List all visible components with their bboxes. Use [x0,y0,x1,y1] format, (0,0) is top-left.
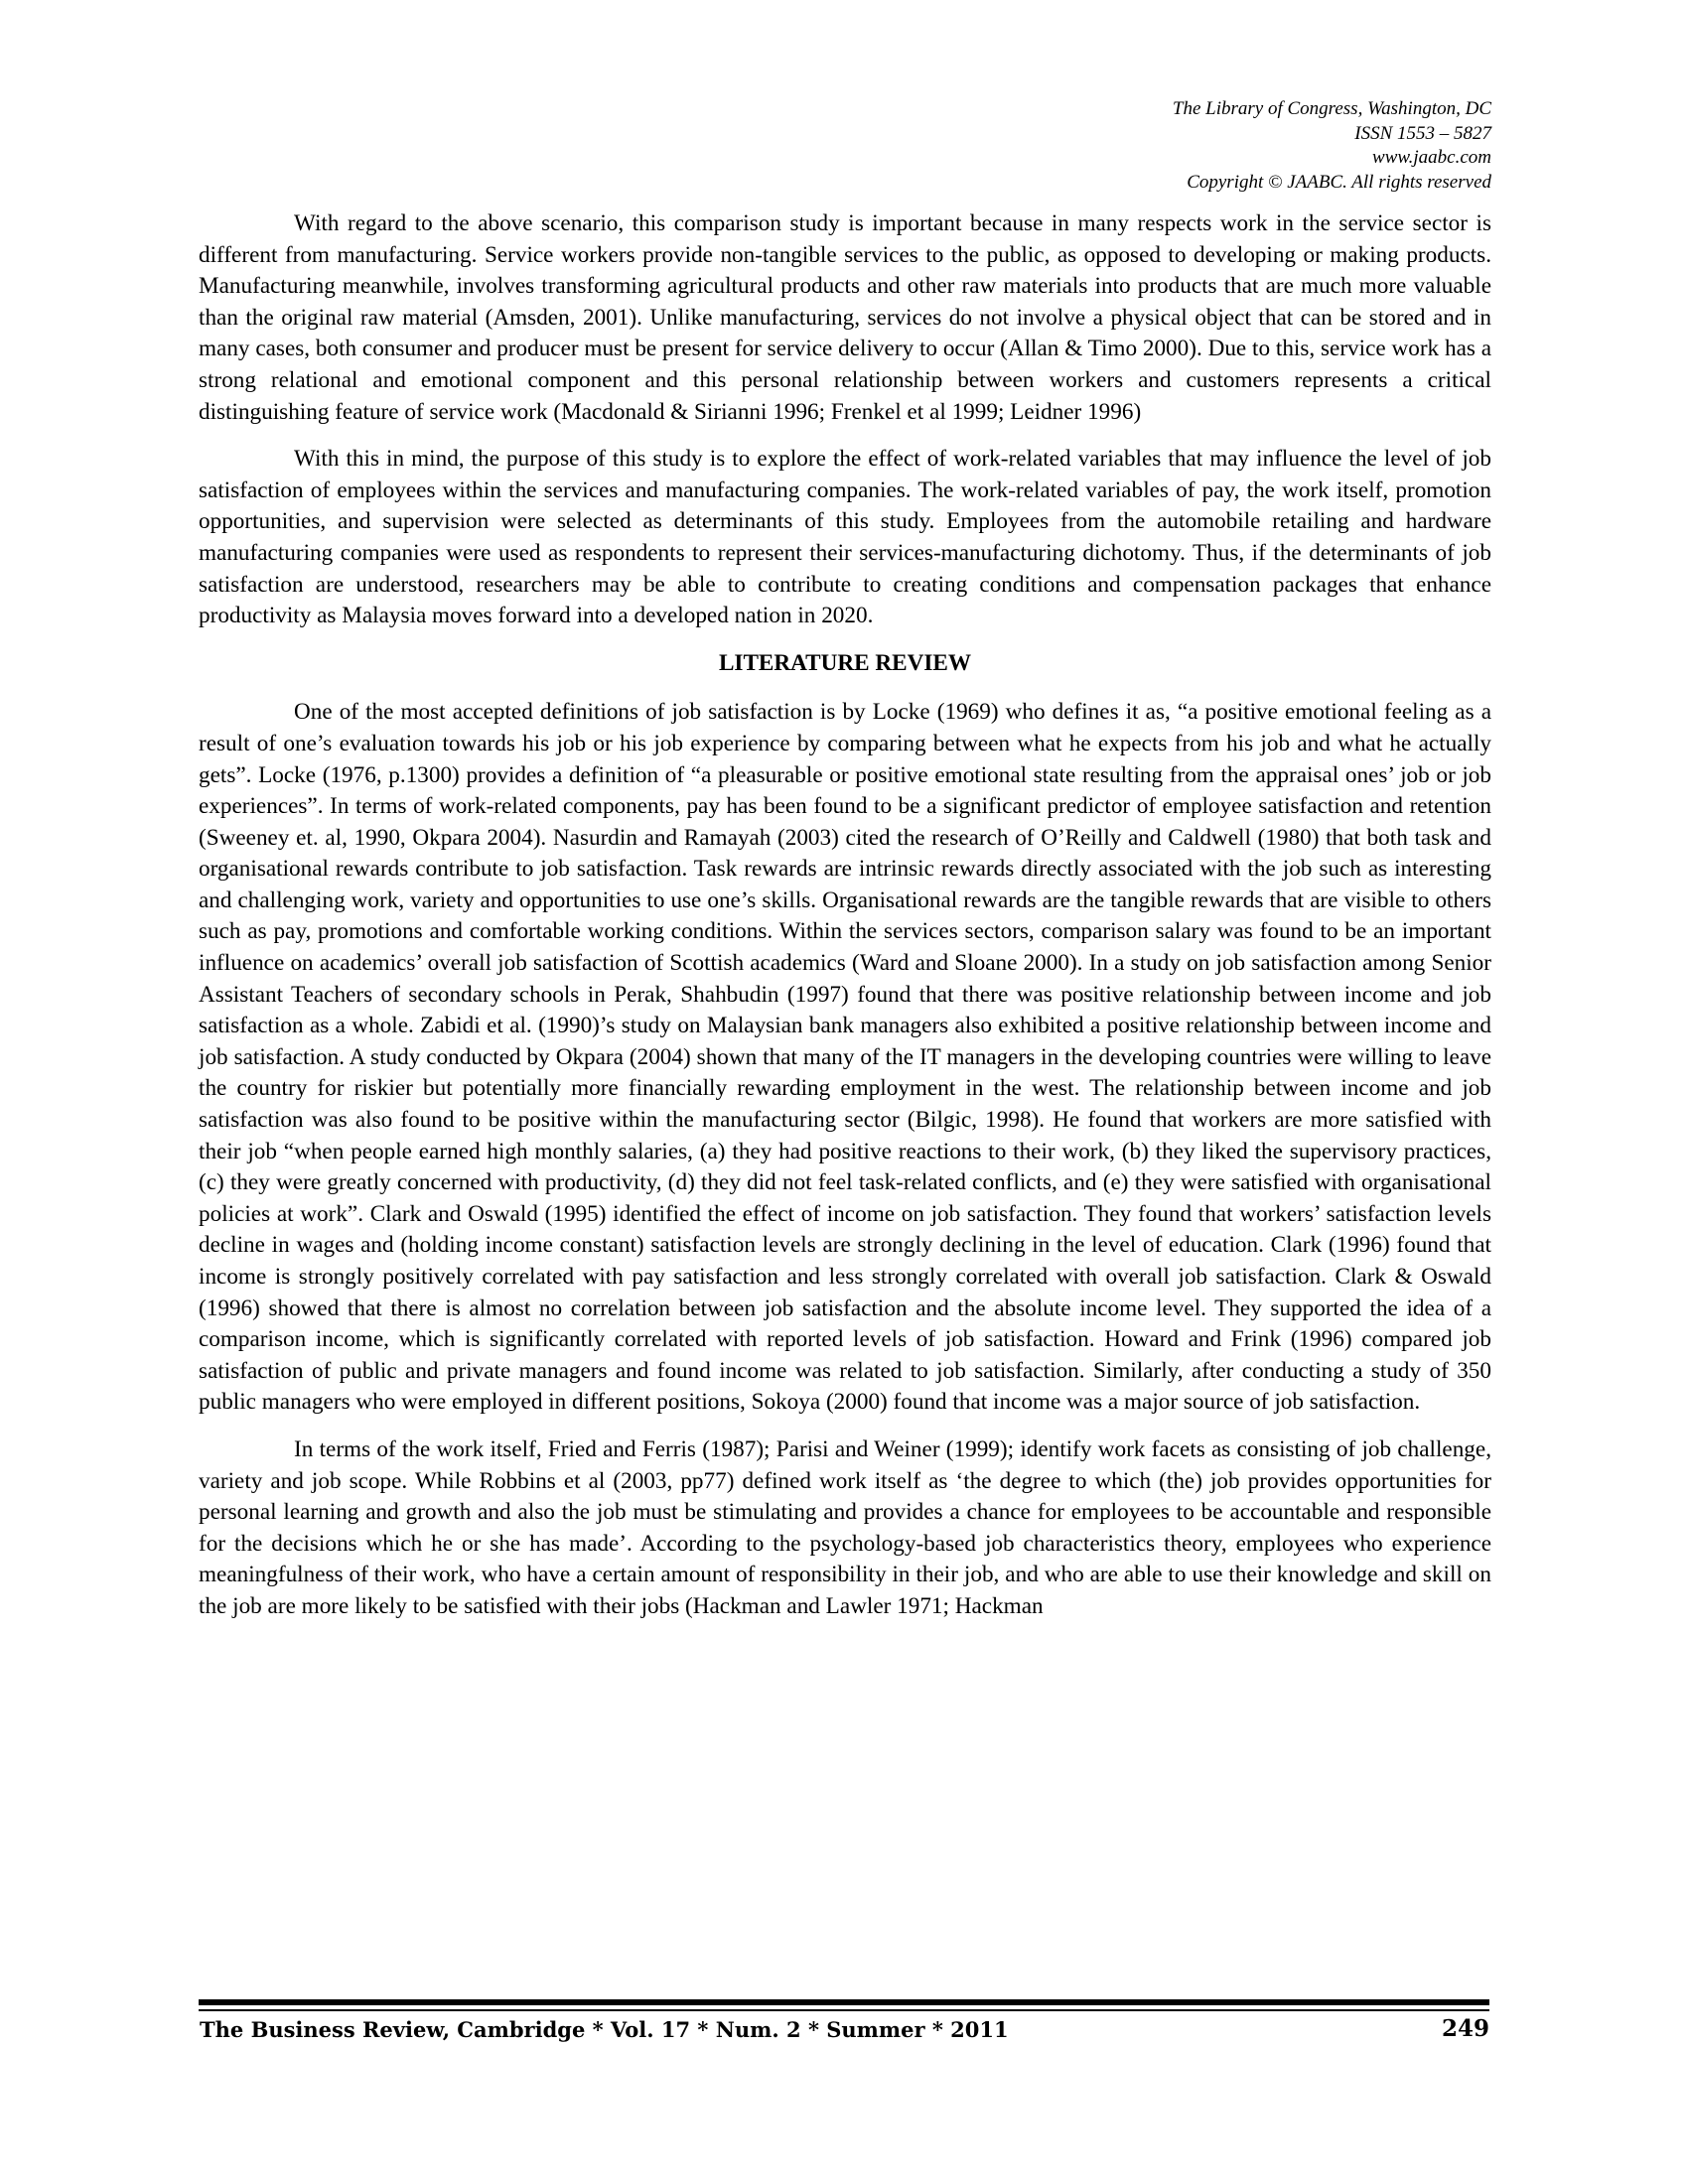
page-number: 249 [1441,2015,1489,2042]
section-heading: LITERATURE REVIEW [718,649,972,676]
footer-journal-info: The Business Review, Cambridge * Vol. 17 * Num. 2 * Summer * 2011 [200,2017,1009,2042]
header-copyright: Copyright © JAABC. All rights reserved [1187,171,1491,193]
paragraph-work-itself: In terms of the work itself, Fried and Ferris (1987); Parisi and Weiner (1999); identify work facets as consisting of job challenge, variety and job scope. While Robbins et al (2003, pp77) defined work itself as ‘the degree to which (the) job provides opportunities for personal learning and growth and also the job must be stimulating and provides a chance for employees to be accountable and responsible for the decisions which he or she has made’. According to the psychology-based job characteristics theory, employees who experience meaningfulness of their work, who have a certain amount of responsibility in their job, and who are able to use their knowledge and skill on the job are more likely to be satisfied with their jobs (Hackman and Lawler 1971; Hackman [199,1435,1491,1619]
journal-header [1173,97,1491,195]
footer-rule-thick [199,1999,1489,2005]
paragraph-study-purpose: With this in mind, the purpose of this study is to explore the effect of work-related variables that may influence the level of job satisfaction of employees within the services and manufacturing companies. The work-related variables of pay, the work itself, promotion opportunities, and supervision were selected as determinants of this study. Employees from the automobile retailing and hardware manufacturing companies were used as respondents to represent their services-manufacturing dichotomy. Thus, if the determinants of job satisfaction are understood, researchers may be able to contribute to creating conditions and compensation packages that enhance productivity as Malaysia moves forward into a developed nation in 2020. [199,446,1491,629]
header-library: The Library of Congress, Washington, DC [1172,98,1491,119]
footer-rule-thin [199,2009,1489,2011]
article-body [199,208,1491,1639]
paragraph-service-sector: With regard to the above scenario, this comparison study is important because in many respects work in the service sector is different from manufacturing. Service workers provide non-tangible services to the public, as opposed to developing or making products. Manufacturing meanwhile, involves transforming agricultural products and other raw materials into products that are much more valuable than the original raw material (Amsden, 2001). Unlike manufacturing, services do not involve a physical object that can be stored and in many cases, both consumer and producer must be present for service delivery to occur (Allan & Timo 2000). Due to this, service work has a strong relational and emotional component and this personal relationship between workers and customers represents a critical distinguishing feature of service work (Macdonald & Sirianni 1996; Frenkel et al 1999; Leidner 1996) [199,210,1491,425]
header-website: www.jaabc.com [1372,147,1491,168]
header-issn: ISSN 1553 – 5827 [1354,122,1491,144]
paragraph-job-satisfaction-definition: One of the most accepted definitions of job satisfaction is by Locke (1969) who defines it as, “a positive emotional feeling as a result of one’s evaluation towards his job or his job experience by comparing between what he expects from his job and what he actually gets”. Locke (1976, p.1300) provides a definition of “a pleasurable or positive emotional state resulting from the appraisal ones’ job or job experiences”. In terms of work-related components, pay has been found to be a significant predictor of employee satisfaction and retention (Sweeney et. al, 1990, Okpara 2004). Nasurdin and Ramayah (2003) cited the research of O’Reilly and Caldwell (1980) that both task and organisational rewards contribute to job satisfaction. Task rewards are intrinsic rewards directly associated with the job such as interesting and challenging work, variety and opportunities to use one’s skills. Organisational rewards are the tangible rewards that are visible to others such as pay, promotions and comfortable working conditions. Within the services sectors, comparison salary was found to be an important influence on academics’ overall job satisfaction of Scottish academics (Ward and Sloane 2000). In a study on job satisfaction among Senior Assistant Teachers of secondary schools in Perak, Shahbudin (1997) found that there was positive relationship between income and job satisfaction as a whole. Zabidi et al. (1990)’s study on Malaysian bank managers also exhibited a positive relationship between income and job satisfaction. A study conducted by Okpara (2004) shown that many of the IT managers in the developing countries were willing to leave the country for riskier but potentially more financially rewarding employment in the west. The relationship between income and job satisfaction was also found to be positive within the manufacturing sector (Bilgic, 1998). He found that workers are more satisfied with their job “when people earned high monthly salaries, (a) they had positive reactions to their work, (b) they liked the supervisory practices, (c) they were greatly concerned with productivity, (d) they did not feel task-related conflicts, and (e) they were satisfied with organisational policies at work”. Clark and Oswald (1995) identified the effect of income on job satisfaction. They found that workers’ satisfaction levels decline in wages and (holding income constant) satisfaction levels are strongly declining in the level of education. Clark (1996) found that income is strongly positively correlated with pay satisfaction and less strongly correlated with overall job satisfaction. Clark & Oswald (1996) showed that there is almost no correlation between job satisfaction and the absolute income level. They supported the idea of a comparison income, which is significantly correlated with reported levels of job satisfaction. Howard and Frink (1996) compared job satisfaction of public and private managers and found income was related to job satisfaction. Similarly, after conducting a study of 350 public managers who were employed in different positions, Sokoya (2000) found that income was a major source of job satisfaction. [199,699,1491,1416]
